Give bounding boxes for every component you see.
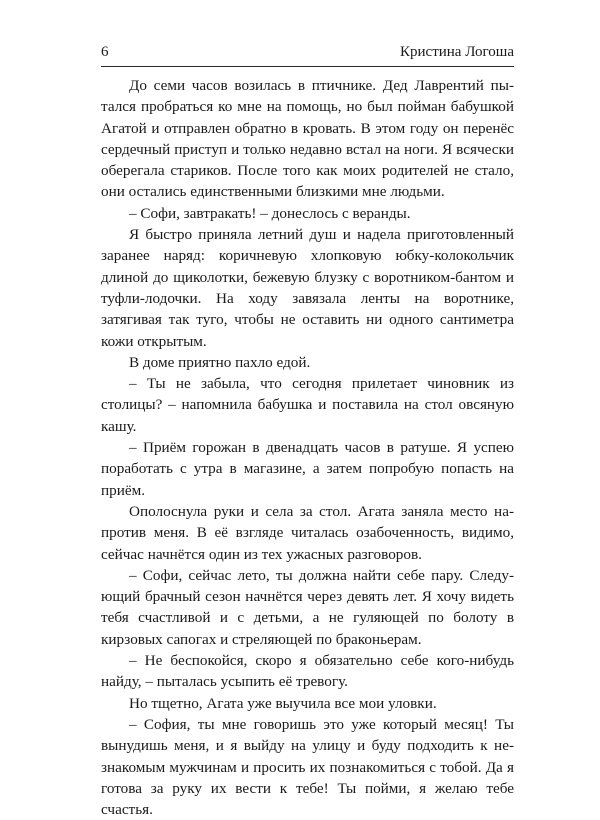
paragraph: До семи часов возилась в птичнике. Дед Лаврентий пытался пробраться ко мне на помощь, но был пойман бабушкой Агатой и отправлен обратно в кровать. В этом году он перенёс сердечный приступ и только недавно встал на ноги. Я всячески оберегала стариков. После того как моих родителей не стало, они остались единственными близкими мне людьми. <box>101 77 514 201</box>
running-head-author: Кристина Логоша <box>400 44 514 60</box>
paragraph: – Приём горожан в двенадцать часов в ратуше. Я успею поработать с утра в магазине, а затем попробую попасть на приём. <box>101 439 514 499</box>
page-number: 6 <box>101 44 109 60</box>
paragraph: – Ты не забыла, что сегодня прилетает чиновник из столицы? – напомнила бабушка и поставила на стол овсяную кашу. <box>101 375 514 435</box>
paragraph: – Софи, сейчас лето, ты должна найти себе пару. Следующий брачный сезон начнётся через девять лет. Я хочу видеть тебя счастливой и с детьми, а не гуляющей по болоту в кирзовых сапогах и стреляющей по браконьерам. <box>101 566 514 648</box>
paragraph: Я быстро приняла летний душ и надела приготовленный заранее наряд: коричневую хлопковую юбку-колокольчик длиной до щиколотки, бежевую блузку с воротником-бантом и туфли-лодочки. На ходу завязала ленты на воротнике, затягивая так туго, чтобы не оставить ни одного сантиметра кожи открытым. <box>101 226 514 350</box>
paragraph: – Не беспокойся, скоро я обязательно себе кого-нибудь найду, – пыталась усыпить её тревогу. <box>101 652 514 691</box>
body-text <box>101 75 514 820</box>
paragraph: – Софи, завтракать! – донеслось с веранды. <box>129 204 411 222</box>
paragraph: В доме приятно пахло едой. <box>129 353 311 371</box>
paragraph: Ополоснула руки и села за стол. Агата заняла место напротив меня. В её взгляде читалась озабоченность, видимо, сейчас начнётся один из тех ужасных разговоров. <box>101 502 514 563</box>
paragraph: – София, ты мне говоришь это уже который месяц! Ты вынудишь меня, и я выйду на улицу и буду подходить к незнакомым мужчинам и просить их познакомиться с тобой. Да я готова за руку их вести к тебе! Ты пойми, я желаю тебе счастья. <box>101 715 514 819</box>
page-header <box>101 41 514 63</box>
header-rule <box>101 66 514 67</box>
paragraph: Но тщетно, Агата уже выучила все мои уловки. <box>129 694 437 712</box>
